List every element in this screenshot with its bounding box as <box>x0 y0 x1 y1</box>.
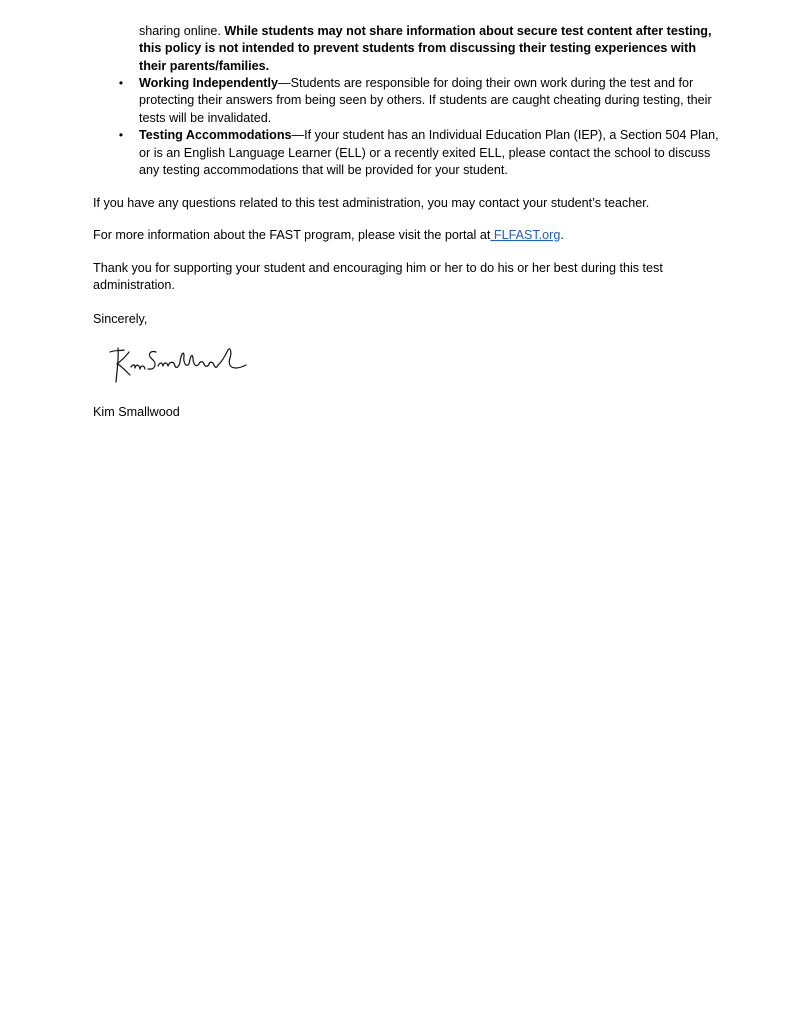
bullet-term: Working Independently <box>139 76 279 90</box>
bullet-testing-accommodations <box>93 127 719 179</box>
policy-continuation-plain: sharing online. <box>139 24 225 38</box>
bullet-dot-icon: • <box>118 128 124 143</box>
closing-salutation: Sincerely, <box>93 312 148 326</box>
more-info-prefix: For more information about the FAST program, please visit the portal at <box>93 228 491 242</box>
bullet-text: —Students are responsible for doing their own work during the test and for protecting their answers from being seen by others. If students are caught cheating during testing, their tests will be invalidated. <box>139 76 712 125</box>
bullet-text: —If your student has an Individual Education Plan (IEP), a Section 504 Plan, or is an English Language Learner (ELL) or a recently exited ELL, please contact the school to discuss any testing accommodations that will be provided for your student. <box>139 128 719 178</box>
handwritten-signature <box>104 342 250 388</box>
more-info-paragraph <box>93 227 713 244</box>
questions-paragraph: If you have any questions related to this test administration, you may contact your student’s teacher. <box>93 196 650 210</box>
bullet-dot-icon: • <box>118 76 124 90</box>
policy-continuation-bold: While students may not share information about secure test content after testing, this policy is not intended to prevent students from discussing their testing experiences with their parents/families. <box>139 24 712 73</box>
flfast-link[interactable]: FLFAST.org <box>490 228 561 242</box>
thanks-paragraph: Thank you for supporting your student and encouraging him or her to do his or her best during this test administration. <box>93 261 663 293</box>
more-info-suffix: . <box>560 228 564 242</box>
bullet-term: Testing Accommodations <box>139 128 292 143</box>
signer-name: Kim Smallwood <box>93 405 180 419</box>
policy-continuation-paragraph <box>139 23 719 75</box>
policy-bullet-list <box>93 75 719 179</box>
bullet-working-independently <box>93 75 719 127</box>
